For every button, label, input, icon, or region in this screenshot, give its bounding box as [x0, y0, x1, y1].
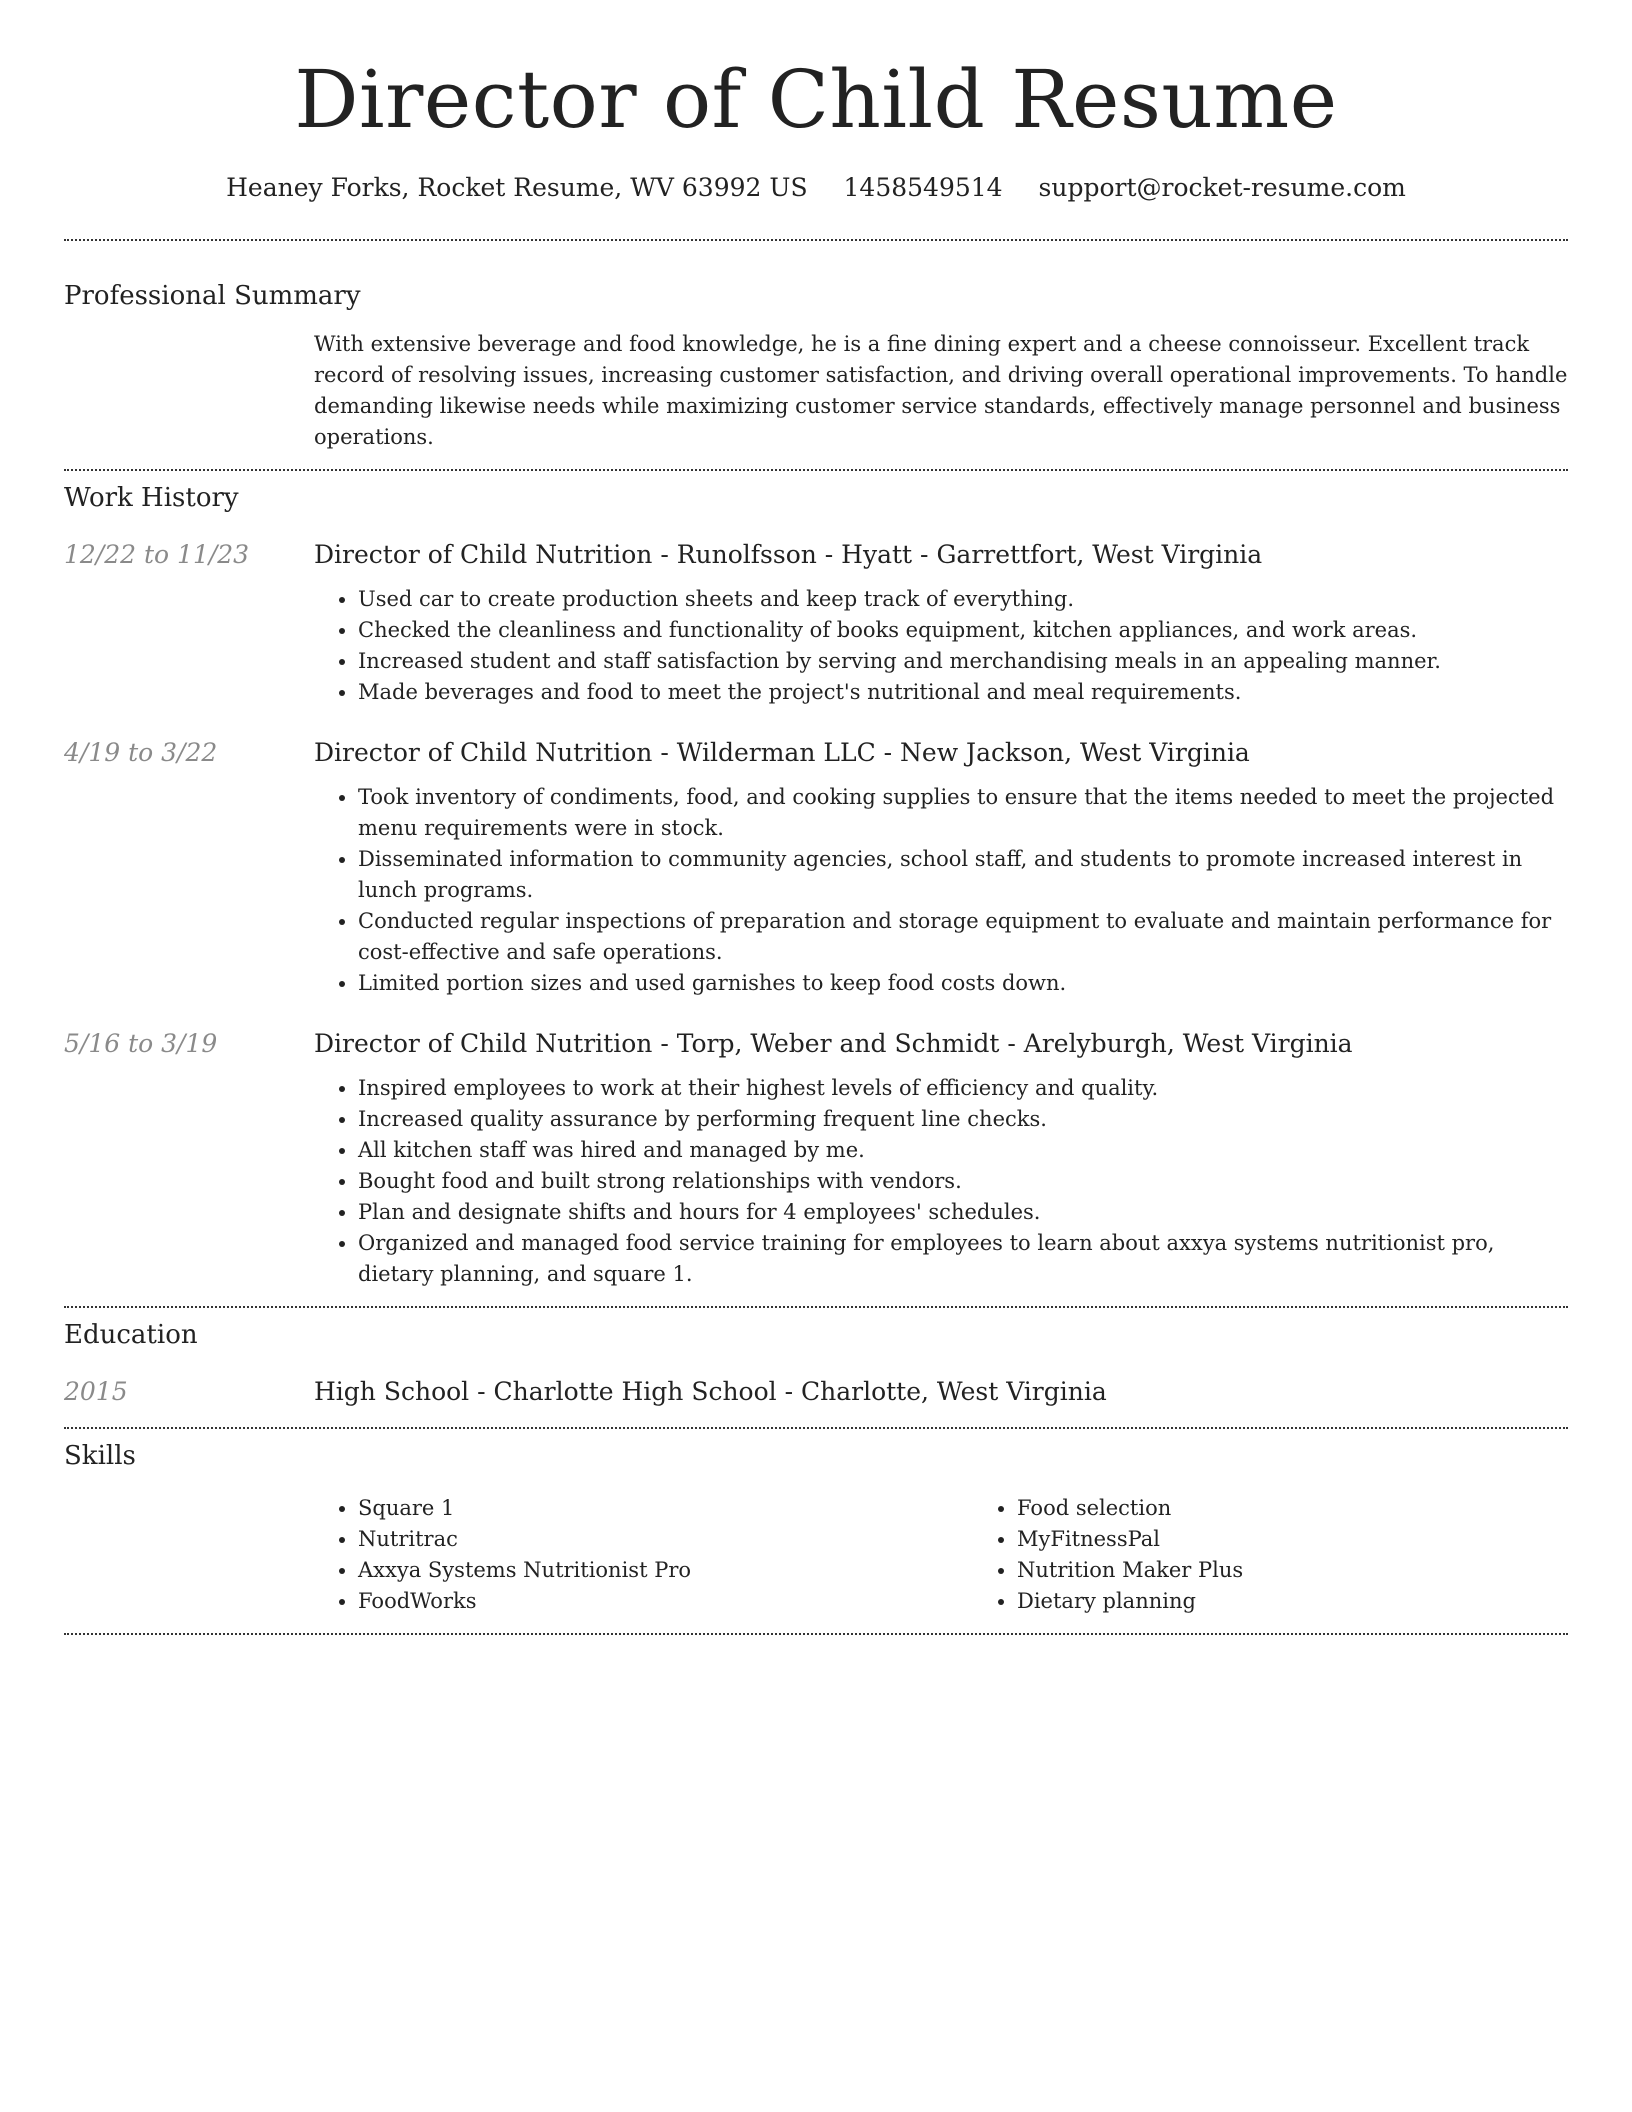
- list-item: • Increased quality assurance by performing frequent line checks.: [358, 1104, 1568, 1135]
- education-year: 2015: [64, 1377, 128, 1406]
- job-entry: [64, 1027, 1568, 1290]
- job-dates: 5/16 to 3/19: [64, 1029, 218, 1058]
- list-item: • Took inventory of condiments, food, and cooking supplies to ensure that the items needed to meet the projected menu requirements were in stock.: [358, 782, 1568, 844]
- contact-line: [64, 172, 1568, 204]
- skills-list: [314, 1493, 1632, 1617]
- work-history-section: [64, 471, 1568, 1306]
- skill-item: • MyFitnessPal: [1017, 1524, 1632, 1555]
- skill-item: • Square 1: [358, 1493, 973, 1524]
- job-entry: [64, 538, 1568, 708]
- list-item: • Bought food and built strong relationships with vendors.: [358, 1166, 1568, 1197]
- job-title: Director of Child Nutrition - Runolfsson - Hyatt - Garrettfort, West Virginia: [314, 540, 1263, 569]
- list-item: • Inspired employees to work at their highest levels of efficiency and quality.: [358, 1073, 1568, 1104]
- resume-title: Director of Child Resume: [294, 53, 1338, 146]
- job-title: Director of Child Nutrition - Torp, Weber and Schmidt - Arelyburgh, West Virginia: [314, 1029, 1353, 1058]
- skills-column-left: [314, 1493, 973, 1617]
- list-item: • Made beverages and food to meet the project's nutritional and meal requirements.: [358, 677, 1568, 708]
- education-section: [64, 1308, 1568, 1427]
- contact-email: support@rocket-resume.com: [1038, 173, 1406, 202]
- skills-column-right: [973, 1493, 1632, 1617]
- education-entry: High School - Charlotte High School - Charlotte, West Virginia: [314, 1377, 1107, 1406]
- section-divider: [64, 1633, 1568, 1635]
- list-item: • Limited portion sizes and used garnishes to keep food costs down.: [358, 968, 1568, 999]
- skill-item: • Food selection: [1017, 1493, 1632, 1524]
- summary-heading: Professional Summary: [64, 281, 361, 311]
- skill-item: • FoodWorks: [358, 1586, 973, 1617]
- job-bullets: [314, 782, 1568, 999]
- education-heading: Education: [64, 1320, 198, 1350]
- contact-phone: 1458549514: [843, 173, 1003, 202]
- list-item: • Organized and managed food service training for employees to learn about axxya systems nutritionist pro, dietary planning, and square 1.: [358, 1228, 1568, 1290]
- job-bullets: [314, 1073, 1568, 1290]
- list-item: • All kitchen staff was hired and managed by me.: [358, 1135, 1568, 1166]
- list-item: • Used car to create production sheets and keep track of everything.: [358, 584, 1568, 615]
- list-item: • Increased student and staff satisfaction by serving and merchandising meals in an appealing manner.: [358, 646, 1568, 677]
- list-item: • Conducted regular inspections of preparation and storage equipment to evaluate and maintain performance for cost-effective and safe operations.: [358, 906, 1568, 968]
- work-history-heading: Work History: [64, 483, 239, 513]
- skill-item: • Dietary planning: [1017, 1586, 1632, 1617]
- skill-item: • Nutritrac: [358, 1524, 973, 1555]
- skill-item: • Nutrition Maker Plus: [1017, 1555, 1632, 1586]
- resume-page: [64, 0, 1568, 1635]
- summary-text: With extensive beverage and food knowledge, he is a fine dining expert and a cheese connoisseur. Excellent track record of resolving issues, increasing customer satisfaction, and driving overall operational improvements. To handle demanding likewise needs while maximizing customer service standards, effectively manage personnel and business operations.: [314, 332, 1568, 449]
- skills-heading: Skills: [64, 1441, 136, 1471]
- job-dates: 12/22 to 11/23: [64, 540, 250, 569]
- job-bullets: [314, 584, 1568, 708]
- job-entry: [64, 736, 1568, 999]
- contact-address: Heaney Forks, Rocket Resume, WV 63992 US: [226, 173, 808, 202]
- list-item: • Disseminated information to community agencies, school staff, and students to promote increased interest in lunch programs.: [358, 844, 1568, 906]
- skill-item: • Axxya Systems Nutritionist Pro: [358, 1555, 973, 1586]
- job-title: Director of Child Nutrition - Wilderman LLC - New Jackson, West Virginia: [314, 738, 1250, 767]
- summary-section: [64, 241, 1568, 469]
- list-item: • Checked the cleanliness and functionality of books equipment, kitchen appliances, and work areas.: [358, 615, 1568, 646]
- job-dates: 4/19 to 3/22: [64, 738, 218, 767]
- list-item: • Plan and designate shifts and hours for 4 employees' schedules.: [358, 1197, 1568, 1228]
- skills-section: [64, 1429, 1568, 1633]
